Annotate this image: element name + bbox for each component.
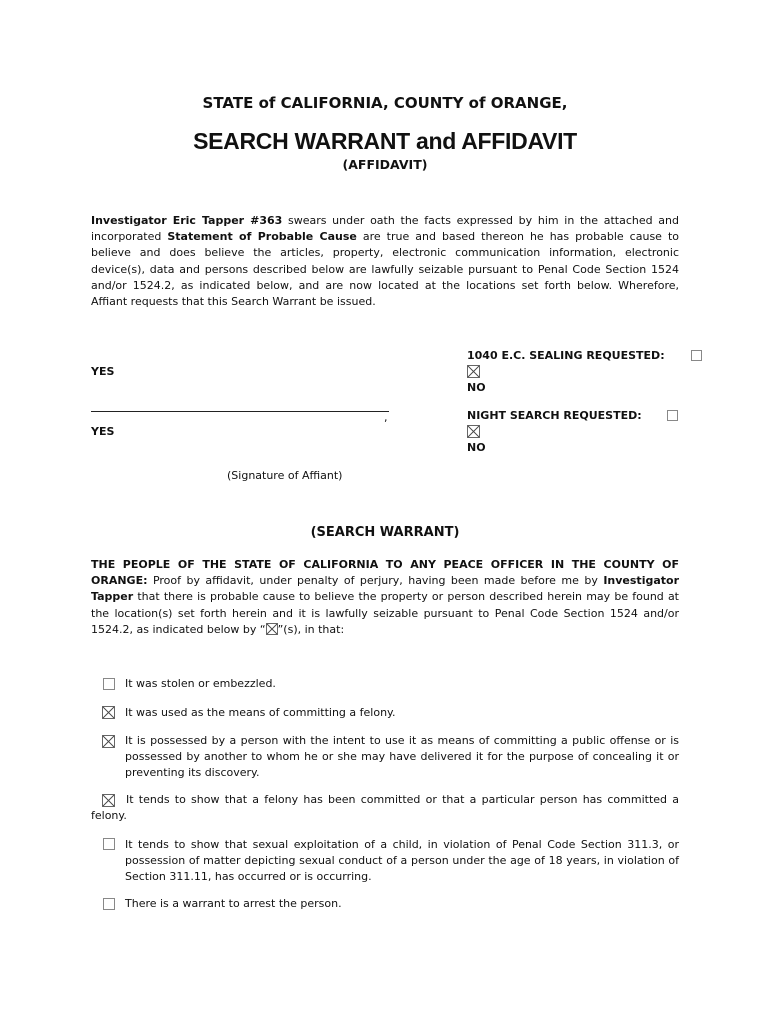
item-stolen-text: It was stolen or embezzled. [125,677,276,690]
jurisdiction-heading: STATE of CALIFORNIA, COUNTY of ORANGE, [202,94,568,112]
warrant-paragraph [91,557,679,638]
signature-line[interactable] [91,411,389,412]
night-search-no-label: NO [467,441,486,454]
item-arrest-warrant-text: There is a warrant to arrest the person. [125,897,342,910]
item-felony-committed-text: It tends to show that a felony has been committed or that a particular person has committed a felony. [91,793,679,822]
night-search-yes-checkbox[interactable] [667,410,678,421]
signature-caption: (Signature of Affiant) [227,469,343,482]
statement-of-probable-cause: Statement of Probable Cause [167,230,357,244]
night-search-label: NIGHT SEARCH REQUESTED: [467,409,642,422]
sealing-yes-label: YES [91,365,115,378]
item-sexual-exploitation-text: It tends to show that sexual exploitation of a child, in violation of Penal Code Section 311.3, or possession of matter depicting sexual conduct of a person under the age of 18 years, in violation of Section 311.11, has occurred or is occurring. [125,838,679,883]
item-felony-means-checked-icon[interactable] [102,706,115,719]
warrant-text-2: that there is probable cause to believe the property or person described herein may be found at the location(s) set forth herein and it is lawfully seizable pursuant to Penal Code Section 1524 and/or 1524.2, as indicated below by “ [91,590,679,636]
item-sexual-exploitation-checkbox[interactable] [103,838,115,850]
affidavit-subtitle: (AFFIDAVIT) [342,157,428,172]
affiant-name: Investigator Eric Tapper #363 [91,214,283,227]
search-warrant-heading: (SEARCH WARRANT) [310,525,460,540]
investigator-name: Investigator Tapper [91,574,679,604]
sealing-request-label: 1040 E.C. SEALING REQUESTED: [467,349,665,362]
checked-box-icon [266,623,278,635]
affidavit-text-2: are true and based thereon he has probable cause to believe and does believe the articles, property, electronic communication information, electronic device(s), data and persons described below are lawfully seizable pursuant to Penal Code Section 1524 and/or 1524.2, as indicated below, and are now located at the locations set forth below. Wherefore, Affiant requests that this Search Warrant be issued. [91,230,679,309]
item-arrest-warrant-checkbox[interactable] [103,898,115,910]
item-possessed-intent-checked-icon[interactable] [102,735,115,748]
item-felony-means-text: It was used as the means of committing a felony. [125,706,396,719]
document-title: SEARCH WARRANT and AFFIDAVIT [193,128,577,154]
item-possessed-intent-text: It is possessed by a person with the intent to use it as means of committing a public offense or is possessed by another to whom he or she may have delivered it for the purpose of concealing it or preventing its discovery. [125,734,679,779]
warrant-lead: THE PEOPLE OF THE STATE OF CALIFORNIA TO ANY PEACE OFFICER IN THE COUNTY OF ORANGE: [91,558,679,588]
affidavit-paragraph [91,213,679,310]
item-stolen-checkbox[interactable] [103,678,115,690]
affidavit-text-1: swears under oath the facts expressed by him in the attached and incorporated [91,214,679,244]
night-search-no-checkbox-checked-icon[interactable] [467,425,480,438]
sealing-no-checkbox-checked-icon[interactable] [467,365,480,378]
sealing-yes-checkbox[interactable] [691,350,702,361]
signature-comma: , [384,411,388,424]
night-search-yes-label: YES [91,425,115,438]
sealing-no-label: NO [467,381,486,394]
warrant-text-1: Proof by affidavit, under penalty of perjury, having been made before me by [147,574,604,588]
warrant-text-3: ”(s), in that: [277,622,345,636]
